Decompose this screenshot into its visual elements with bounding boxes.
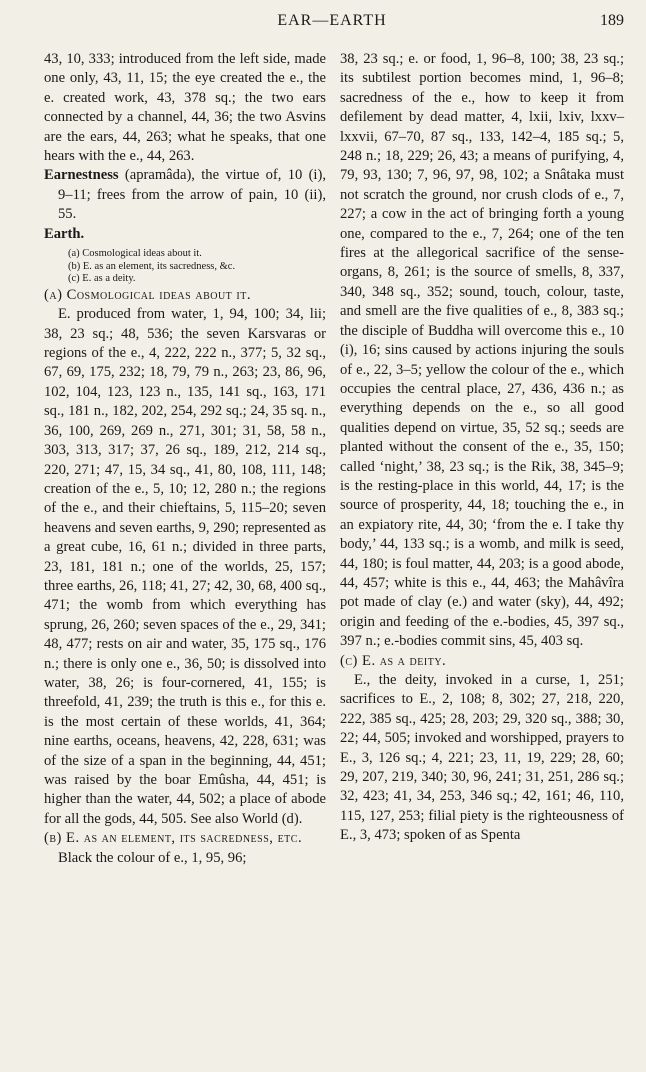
page-number: 189 <box>600 12 624 29</box>
subdivision-item: (b) E. as an element, its sacredness, &c. <box>68 260 236 272</box>
section-a-heading: (a) Cosmological ideas about it. <box>44 286 252 303</box>
left-column <box>44 50 326 868</box>
section-c-heading: (c) E. as a deity. <box>340 652 447 669</box>
section-c-text: E., the deity, invoked in a curse, 1, 251; sacrifices to E., 2, 108; 8, 302; 27, 218, 220, 222, 385 sq., 425; 28, 203; 29, 320 sq., 388; 30, 22; 44, 505; invoked and worshipped, prayers to E., 3, 126 sq.; 4, 221; 23, 11, 19, 229; 28, 60; 29, 207, 219, 340; 30, 96, 241; 31, 251, 286 sq.; 32, 423; 41, 34, 253, 346 sq.; 42, 161; 46, 110, 115, 127, 253; filial piety is the righteousness of E., 3, 473; spoken of as Spenta <box>340 672 624 844</box>
running-title: EAR—EARTH <box>277 12 387 29</box>
subdivision-item: (c) E. as a deity. <box>68 273 136 285</box>
earnestness-head: Earnestness <box>44 167 119 184</box>
earth-head: Earth. <box>44 225 85 242</box>
right-column <box>340 50 624 846</box>
earnestness-text: (apramâda), the virtue of, 10 (i), 9–11; frees from the arrow of pain, 10 (ii), 55. <box>58 167 326 223</box>
running-header <box>40 12 624 36</box>
ear-entry-continuation: 43, 10, 333; introduced from the left side, made one only, 43, 11, 15; the eye created the e., the e. created work, 43, 378 sq.; the two ears connected by a channel, 44, 36; the two Asvins are the ears, 44, 263; what he speaks, that one hears with the e., 44, 263. <box>44 51 326 165</box>
section-a-text: E. produced from water, 1, 94, 100; 34, lii; 38, 23 sq.; 48, 536; the seven Karsvaras or regions of the e., 4, 222, 222 n., 377; 5, 32 sq., 67, 69, 175, 232; 18, 79, 79 n., 263; 23, 86, 96, 102, 104, 123, 123 n., 135, 141 sq., 163, 171 sq., 181 n., 182, 202, 254, 292 sq.; 24, 35 sq. n., 36, 100, 269, 269 n., 271, 301; 31, 58, 58 n., 303, 313, 317; 37, 26 sq., 189, 212, 214 sq., 220, 271; 47, 15, 34 sq., 41, 80, 108, 111, 148; creation of the e., 5, 10; 12, 280 n.; the regions of the e., and their chieftains, 5, 115–20; seven heavens and seven earths, 9, 290; represented as a great cube, 16, 61 n.; divided in three parts, 23, 181, 181 n.; one of the worlds, 25, 157; three earths, 26, 118; 41, 27; 42, 30, 68, 400 sq., 471; the womb from which everything has sprung, 26, 260; seven spaces of the e., 29, 341; 48, 477; rests on air and water, 35, 175 sq., 176 n.; there is only one e., 36, 50; is dissolved into water, 38, 26; is four-cornered, 41, 155; is threefold, 41, 239; the truth is this e., for this e. is the most certain of these worlds, 41, 364; nine earths, oceans, heavens, 42, 228, 631; was of the size of a span in the beginning, 44, 451; was raised by the boar Emûsha, 44, 451; is higher than the water, 44, 502; a place of abode for all the gods, 44, 505. See also World (d). <box>44 306 326 827</box>
subdivision-list <box>44 248 326 286</box>
section-b-start: Black the colour of e., 1, 95, 96; <box>58 849 247 866</box>
section-b-heading: (b) E. as an element, its sacredness, etc. <box>44 830 303 847</box>
subdivision-item: (a) Cosmological ideas about it. <box>68 248 202 260</box>
earnestness-entry <box>44 166 326 224</box>
section-b-continuation: 38, 23 sq.; e. or food, 1, 96–8, 100; 38, 23 sq.; its subtilest portion becomes mind, 1, 96–8; sacredness of the e., how to keep it from defilement by dead matter, 4, lxii, lxiv, lxxv–lxxvii, 67–70, 87 sq., 133, 142–4, 185 sq.; 5, 248 n.; 18, 229; 26, 43; a means of purifying, 4, 79, 93, 130; 7, 96, 97, 98, 102; a Snâtaka must not scratch the ground, nor crush clods of e., 7, 227; a cow in the act of bringing forth a young one, compared to the e., 7, 264; one of the ten fires at the allegorical sacrifice of the sense-organs, 8, 261; is the source of smells, 8, 337, 340, 348 sq., 352; sound, touch, colour, taste, and smell are the five qualities of e., 8, 383 sq.; the disciple of Buddha will overcome this e., 10 (i), 16; sins caused by actions injuring the souls of e., 22, 3–5; yellow the colour of the e., which occupies the central place, 27, 436, 436 n.; as everything depends on the e., so all good qualities depend on virtue, 35, 52 sq.; seeds are planted without the consent of the e., 35, 150; called ‘night,’ 38, 23 sq.; is the Rik, 38, 345–9; is the resting-place in this world, 44, 17; is the source of prosperity, 44, 18; touching the e., in an expiatory rite, 44, 30; ‘from the e. I take thy body,’ 44, 133 sq.; is a womb, and milk is seed, 44, 180; is foul matter, 44, 203; is a good abode, 44, 457; white is this e., 44, 463; the Mahâvîra pot made of clay (e.) and water (sky), 44, 492; origin and feeding of the e.-bodies, 45, 397 sq., 397 n.; e.-bodies commit sins, 45, 403 sq. <box>340 51 624 650</box>
